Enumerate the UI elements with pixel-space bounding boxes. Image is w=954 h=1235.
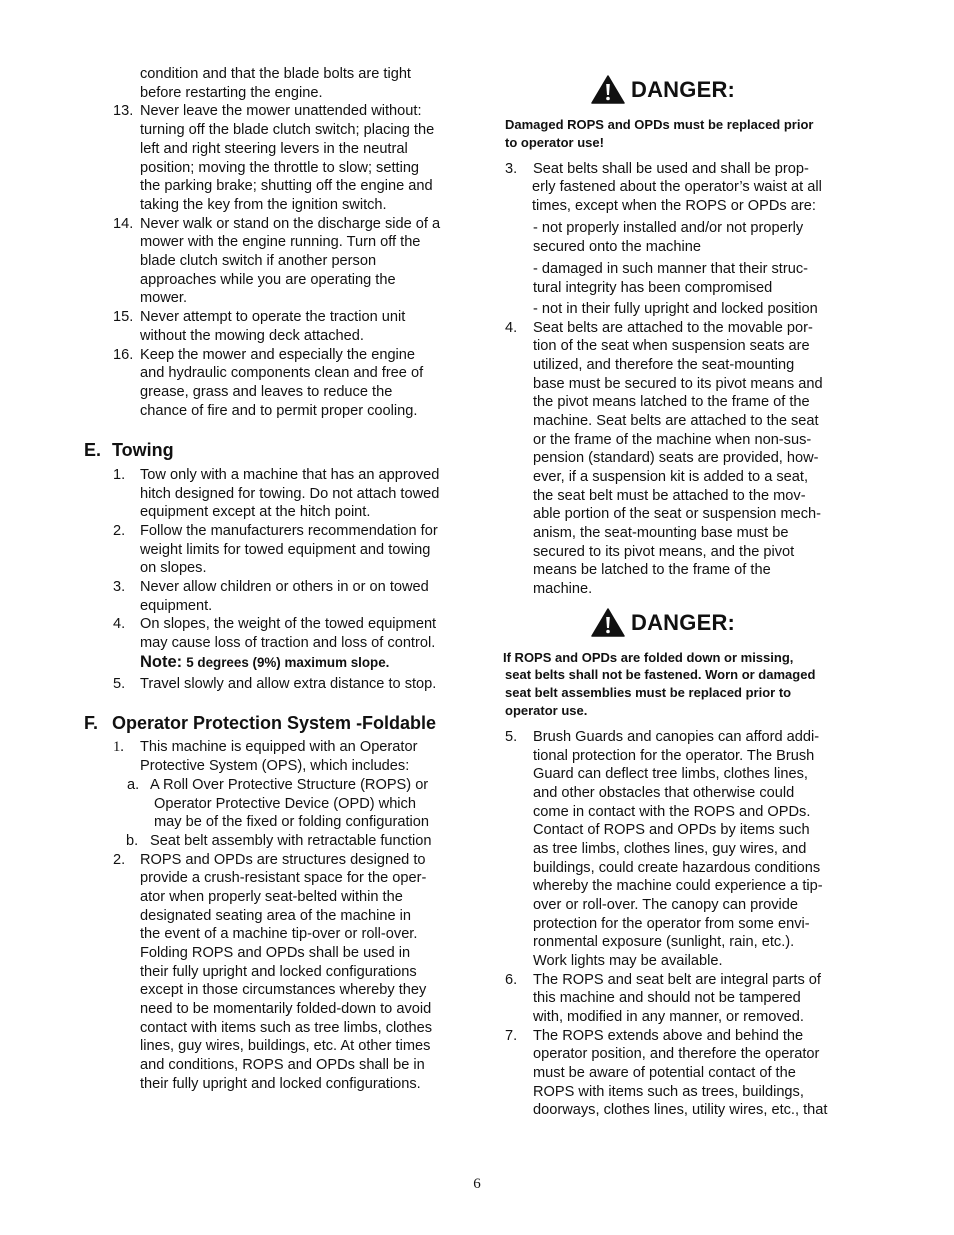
danger-text-line: Damaged ROPS and OPDs must be replaced prior (505, 117, 814, 132)
item-text-line: whereby the machine could experience a tip- (533, 878, 823, 894)
item-text-line: hitch designed for towing. Do not attach towed (140, 486, 440, 502)
item-text-line: Never attempt to operate the traction unit (140, 309, 406, 325)
item-text-line: contact with items such as tree limbs, clothes (140, 1020, 432, 1036)
item-text-line: equipment. (140, 598, 213, 614)
item-text-line: mower. (140, 290, 188, 306)
item-text-line: this machine and should not be tampered (533, 990, 801, 1006)
item-text-line: except in those circumstances whereby they (140, 982, 427, 998)
item-text-line: on slopes. (140, 560, 207, 576)
item-text-line: ROPS with items such as trees, buildings, (533, 1084, 804, 1100)
item-text-line: chance of fire and to permit proper cooling. (140, 403, 418, 419)
continuation-line: condition and that the blade bolts are tight (140, 66, 411, 82)
danger-text-line: seat belts shall not be fastened. Worn or damaged (505, 667, 816, 682)
item-text-line: and other obstacles that otherwise could (533, 785, 795, 801)
item-text-line: Protective System (OPS), which includes: (140, 758, 410, 774)
item-text-line: base must be secured to its pivot means and (533, 376, 823, 392)
condition-line: - damaged in such manner that their struc- (533, 261, 808, 277)
danger-label: DANGER: (631, 609, 736, 635)
item-number: 13. (113, 103, 134, 119)
item-text-line: anism, the seat-mounting base must be (533, 525, 789, 541)
warning-triangle-icon (591, 608, 625, 637)
item-text-line: equipment except at the hitch point. (140, 504, 371, 520)
item-text-line: blade clutch switch if another person (140, 253, 377, 269)
item-text-line: ROPS and OPDs are structures designed to (140, 852, 426, 868)
item-text-line: tion of the seat when suspension seats are (533, 338, 810, 354)
item-number: 6. (505, 972, 518, 988)
item-text-line: their fully upright and locked configurations. (140, 1076, 421, 1092)
sub-item-letter: b. (126, 833, 139, 849)
item-text-line: Follow the manufacturers recommendation for (140, 523, 438, 539)
note-text: 5 degrees (9%) maximum slope. (186, 655, 390, 670)
sub-item-text-line: may be of the fixed or folding configuration (154, 814, 430, 830)
item-text-line: must be aware of potential contact of the (533, 1065, 796, 1081)
item-number: 5. (113, 676, 126, 692)
item-text-line: ronmental exposure (sunlight, rain, etc.). (533, 934, 795, 950)
item-text-line: erly fastened about the operator’s waist at all (532, 179, 822, 195)
item-text-line: The ROPS and seat belt are integral parts of (533, 972, 821, 988)
item-number: 4. (505, 320, 518, 336)
item-text-line: means be latched to the frame of the (533, 562, 771, 578)
item-number: 1. (113, 467, 126, 483)
condition-line: - not properly installed and/or not properly (533, 220, 804, 236)
item-text-line: Never leave the mower unattended without: (140, 103, 422, 119)
item-text-line: approaches while you are operating the (140, 272, 396, 288)
item-text-line: the pivot means latched to the frame of the (533, 394, 810, 410)
item-text-line: over or roll-over. The canopy can provide (533, 897, 798, 913)
item-text-line: This machine is equipped with an Operator (140, 739, 418, 755)
item-text-line: On slopes, the weight of the towed equipment (140, 616, 437, 632)
item-text-line: and conditions, ROPS and OPDs shall be in (140, 1057, 425, 1073)
item-number: 1. (113, 739, 124, 755)
item-text-line: position; moving the throttle to slow; setting (140, 160, 420, 176)
sub-item-text-line: A Roll Over Protective Structure (ROPS) or (150, 777, 429, 793)
item-text-line: Travel slowly and allow extra distance to stop. (140, 676, 437, 692)
item-text-line: Contact of ROPS and OPDs by items such (533, 822, 810, 838)
item-number: 2. (113, 852, 126, 868)
item-text-line: weight limits for towed equipment and towing (140, 542, 431, 558)
item-text-line: lines, guy wires, buildings, etc. At other times (140, 1038, 431, 1054)
sub-item-text-line: Operator Protective Device (OPD) which (154, 796, 416, 812)
item-text-line: ever, if a suspension kit is added to a seat, (533, 469, 809, 485)
item-text-line: or the frame of the machine when non-sus- (533, 432, 812, 448)
continuation-line: before restarting the engine. (140, 85, 323, 101)
item-text-line: operator position, and therefore the operator (533, 1046, 820, 1062)
danger-text-line: to operator use! (505, 135, 604, 150)
item-text-line: without the mowing deck attached. (140, 328, 364, 344)
item-text-line: with, modified in any manner, or removed. (533, 1009, 804, 1025)
note-label: Note: (140, 653, 183, 671)
item-number: 5. (505, 729, 518, 745)
section-letter: E. (84, 440, 102, 460)
item-text-line: the parking brake; shutting off the engine and (140, 178, 433, 194)
item-text-line: come in contact with the ROPS and OPDs. (533, 804, 811, 820)
item-text-line: Brush Guards and canopies can afford addi- (533, 729, 820, 745)
item-text-line: ator when properly seat-belted within the (140, 889, 403, 905)
item-text-line: and hydraulic components clean and free of (140, 365, 424, 381)
item-text-line: Seat belts shall be used and shall be prop- (533, 161, 809, 177)
danger-text-line: seat belt assemblies must be replaced prior to (505, 685, 792, 700)
item-text-line: as tree limbs, clothes lines, guy wires, and (533, 841, 807, 857)
condition-line: tural integrity has been compromised (533, 280, 773, 296)
item-text-line: left and right steering levers in the neutral (140, 141, 408, 157)
item-number: 15. (113, 309, 134, 325)
section-title: Operator Protection System -Foldable (112, 713, 437, 733)
item-text-line: the event of a machine tip-over or roll-over. (140, 926, 418, 942)
item-text-line: Folding ROPS and OPDs shall be used in (140, 945, 411, 961)
item-number: 2. (113, 523, 126, 539)
sub-item-text-line: Seat belt assembly with retractable function (150, 833, 432, 849)
item-number: 3. (113, 579, 126, 595)
item-text-line: their fully upright and locked configurations (140, 964, 417, 980)
item-text-line: utilized, and therefore the seat-mounting (533, 357, 795, 373)
danger-heading (591, 608, 735, 637)
item-number: 7. (505, 1028, 518, 1044)
item-text-line: Keep the mower and especially the engine (140, 347, 416, 363)
item-text-line: Seat belts are attached to the movable por- (533, 320, 813, 336)
condition-line: - not in their fully upright and locked position (533, 301, 818, 317)
danger-label: DANGER: (631, 76, 736, 102)
danger-text-line: If ROPS and OPDs are folded down or missing, (503, 650, 794, 665)
section-title: Towing (112, 440, 174, 460)
item-text-line: may cause loss of traction and loss of control. (140, 635, 436, 651)
danger-text-line: operator use. (505, 703, 588, 718)
item-text-line: buildings, could create hazardous conditions (533, 860, 821, 876)
item-text-line: able portion of the seat or suspension mech- (533, 506, 821, 522)
item-text-line: taking the key from the ignition switch. (140, 197, 387, 213)
item-text-line: tional protection for the operator. The Brush (533, 748, 815, 764)
item-text-line: protection for the operator from some envi- (533, 916, 810, 932)
warning-triangle-icon (591, 75, 625, 104)
item-text-line: Never allow children or others in or on towed (140, 579, 429, 595)
item-text-line: designated seating area of the machine in (140, 908, 411, 924)
item-text-line: Work lights may be available. (533, 953, 723, 969)
item-number: 3. (505, 161, 518, 177)
item-text-line: doorways, clothes lines, utility wires, etc., that (533, 1102, 828, 1118)
item-text-line: secured to its pivot means, and the pivot (533, 544, 795, 560)
item-text-line: Guard can deflect tree limbs, clothes lines, (533, 766, 808, 782)
item-text-line: Never walk or stand on the discharge side of a (140, 216, 441, 232)
item-text-line: need to be momentarily folded-down to avoid (140, 1001, 432, 1017)
item-text-line: grease, grass and leaves to reduce the (140, 384, 393, 400)
item-text-line: machine. Seat belts are attached to the seat (533, 413, 819, 429)
sub-item-letter: a. (127, 777, 140, 793)
item-text-line: machine. (533, 581, 593, 597)
item-text-line: provide a crush-resistant space for the oper- (140, 870, 427, 886)
item-text-line: Tow only with a machine that has an approved (140, 467, 440, 483)
item-number: 4. (113, 616, 126, 632)
item-text-line: pension (standard) seats are provided, how- (533, 450, 819, 466)
item-text-line: the seat belt must be attached to the mov- (533, 488, 806, 504)
item-text-line: times, except when the ROPS or OPDs are: (532, 198, 816, 214)
section-letter: F. (84, 713, 99, 733)
danger-heading (591, 75, 735, 104)
page-number: 6 (473, 1176, 481, 1192)
item-number: 16. (113, 347, 134, 363)
item-number: 14. (113, 216, 134, 232)
item-text-line: turning off the blade clutch switch; placing the (140, 122, 435, 138)
condition-line: secured onto the machine (533, 239, 701, 255)
item-text-line: The ROPS extends above and behind the (533, 1028, 804, 1044)
note (140, 653, 389, 673)
item-text-line: mower with the engine running. Turn off the (140, 234, 421, 250)
